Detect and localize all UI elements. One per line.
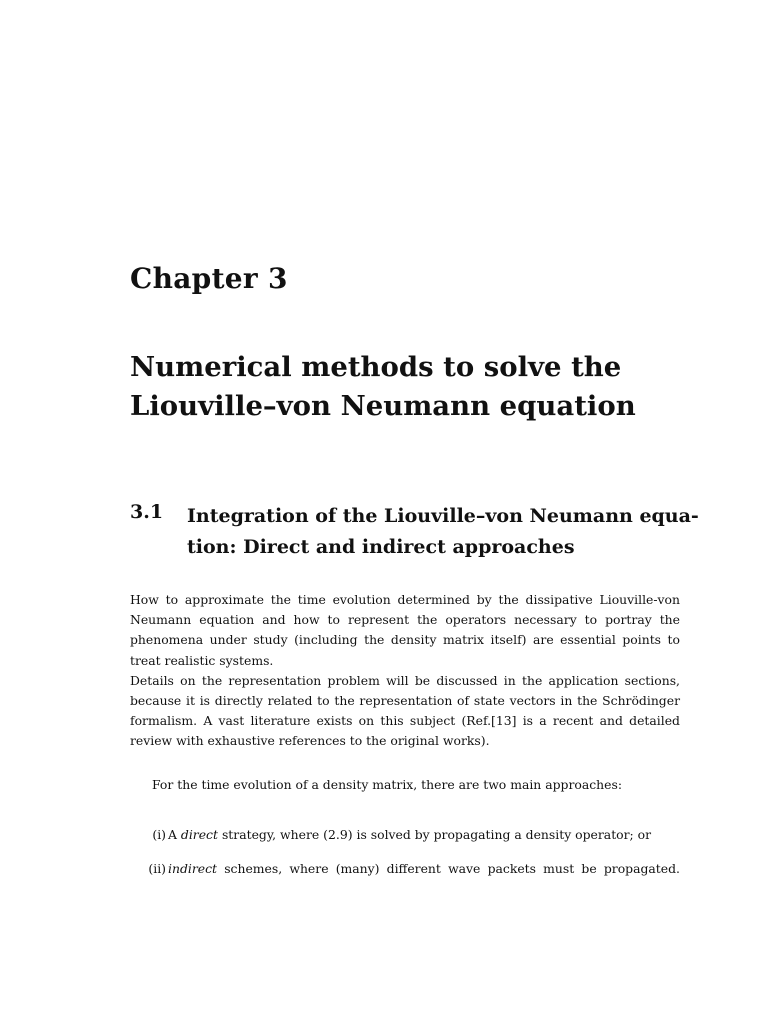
- section-number: 3.1: [130, 501, 164, 523]
- paragraph-line: phenomena under study (including the density matrix itself) are essential points to: [130, 632, 680, 648]
- paragraph-line: review with exhaustive references to the original works).: [130, 733, 490, 749]
- list-item: [130, 859, 680, 879]
- list-rest: schemes, where (many) different wave packets must be propagated.: [224, 861, 680, 876]
- paragraph-line: treat realistic systems.: [130, 652, 274, 668]
- emphasis-text: direct: [180, 827, 218, 842]
- list-rest: strategy, where (2.9) is solved by propagating a density operator; or: [221, 827, 652, 842]
- section-title-line: tion: Direct and indirect approaches: [187, 536, 575, 558]
- section-title-line: Integration of the Liouville–von Neumann equa-: [187, 505, 699, 527]
- chapter-title-line: Numerical methods to solve the: [130, 351, 622, 383]
- list-marker: (ii): [148, 861, 166, 876]
- emphasis-text: indirect: [168, 861, 218, 876]
- paragraph-line: For the time evolution of a density matrix, there are two main approaches:: [152, 777, 623, 792]
- paragraph-line: Details on the representation problem will be discussed in the application sections,: [130, 672, 680, 688]
- list-item: [130, 825, 680, 845]
- section-title: [187, 501, 707, 563]
- body-paragraph: [152, 775, 682, 795]
- paragraph-line: because it is directly related to the representation of state vectors in the Schrödinger: [130, 693, 680, 709]
- chapter-label: Chapter 3: [130, 262, 288, 295]
- list-prefix: A: [168, 827, 177, 842]
- chapter-title-line: Liouville–von Neumann equation: [130, 390, 636, 422]
- list-marker: (i): [152, 827, 166, 842]
- list-item-text: [168, 859, 680, 879]
- paragraph-line: Neumann equation and how to represent the operators necessary to portray the: [130, 612, 680, 628]
- body-paragraph: [130, 590, 680, 752]
- chapter-title: [130, 348, 690, 426]
- list-item-text: [168, 825, 680, 845]
- paragraph-line: How to approximate the time evolution determined by the dissipative Liouville-von: [130, 592, 680, 607]
- paragraph-line: formalism. A vast literature exists on this subject (Ref.[13] is a recent and detailed: [130, 713, 680, 729]
